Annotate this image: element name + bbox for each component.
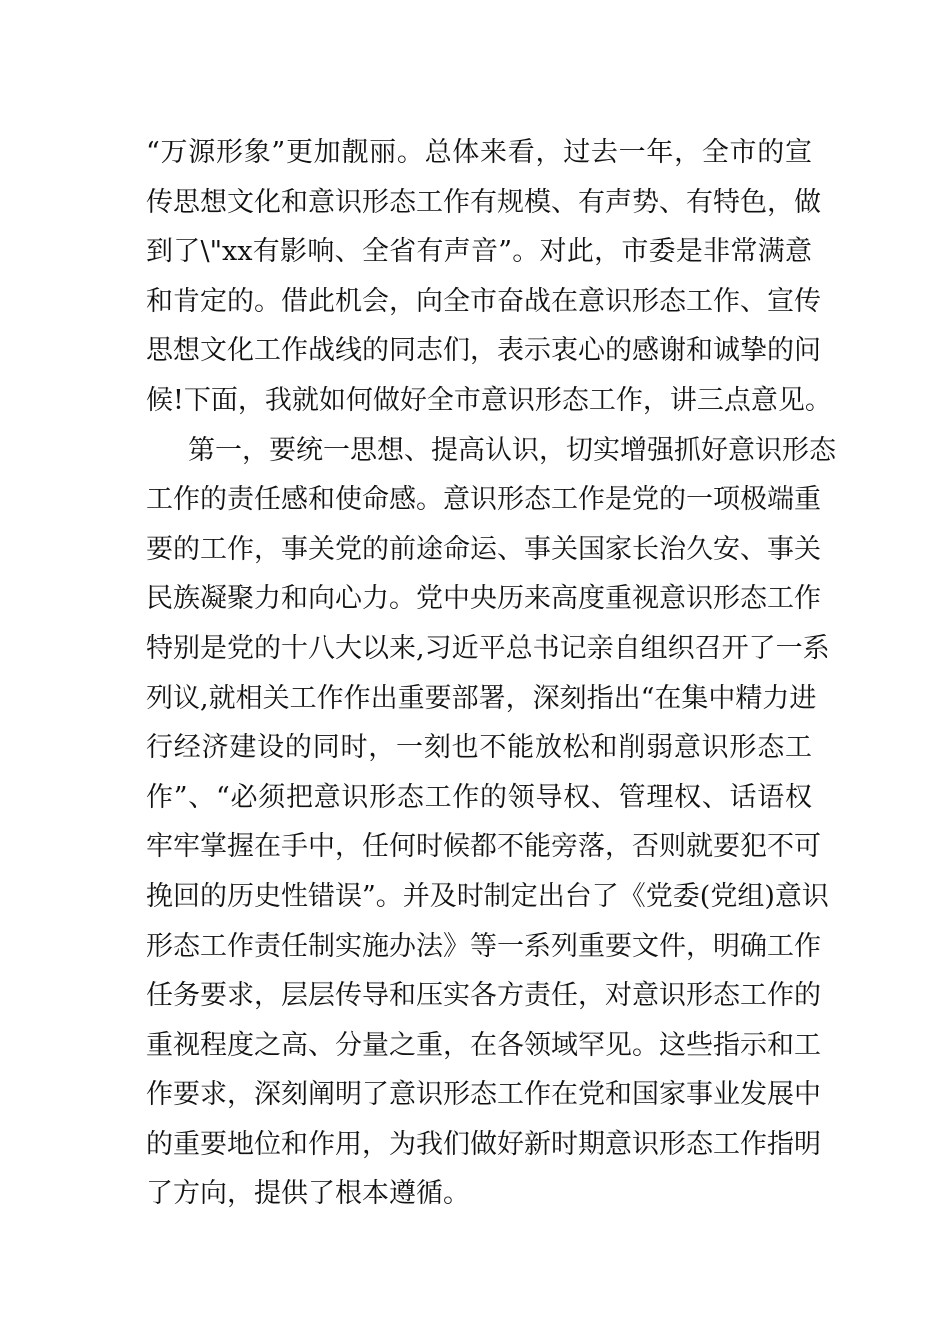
text-line: 了方向，提供了根本遵循。: [146, 1178, 470, 1210]
paragraph-first-line: 第一，要统一思想、提高认识，切实增强抓好意识形态: [188, 434, 836, 466]
text-line: 候!下面，我就如何做好全市意识形态工作，讲三点意见。: [146, 384, 832, 416]
text-line: 作要求，深刻阐明了意识形态工作在党和国家事业发展中: [146, 1079, 821, 1111]
text-line: 作”、“必须把意识形态工作的领导权、管理权、话语权: [146, 781, 812, 813]
text-line: 民族凝聚力和向心力。党中央历来高度重视意识形态工作: [146, 583, 821, 615]
text-line: 到了\"xx有影响、全省有声音”。对此，市委是非常满意: [146, 236, 812, 268]
text-line: 任务要求，层层传导和压实各方责任，对意识形态工作的: [146, 980, 821, 1012]
text-line: 形态工作责任制实施办法》等一系列重要文件，明确工作: [146, 930, 821, 962]
text-line: 思想文化工作战线的同志们，表示衷心的感谢和诚挚的问: [146, 335, 821, 367]
text-line: 的重要地位和作用，为我们做好新时期意识形态工作指明: [146, 1128, 821, 1160]
text-line: 列议,就相关工作作出重要部署，深刻指出“在集中精力进: [146, 682, 817, 714]
text-line: 要的工作，事关党的前途命运、事关国家长治久安、事关: [146, 533, 821, 565]
text-line: 特别是党的十八大以来,习近平总书记亲自组织召开了一系: [146, 632, 830, 664]
text-line: 牢牢掌握在手中，任何时候都不能旁落，否则就要犯不可: [146, 831, 821, 863]
document-body: [146, 128, 836, 1219]
text-line: 传思想文化和意识形态工作有规模、有声势、有特色，做: [146, 186, 821, 218]
text-line: 和肯定的。借此机会，向全市奋战在意识形态工作、宣传: [146, 285, 821, 317]
text-line: 行经济建设的同时，一刻也不能放松和削弱意识形态工: [146, 732, 812, 764]
text-line: 工作的责任感和使命感。意识形态工作是党的一项极端重: [146, 484, 821, 516]
text-line: 挽回的历史性错误”。并及时制定出台了《党委(党组)意识: [146, 880, 829, 912]
text-line: 重视程度之高、分量之重，在各领域罕见。这些指示和工: [146, 1029, 821, 1061]
text-line: “万源形象”更加靓丽。总体来看，过去一年，全市的宣: [146, 137, 812, 168]
